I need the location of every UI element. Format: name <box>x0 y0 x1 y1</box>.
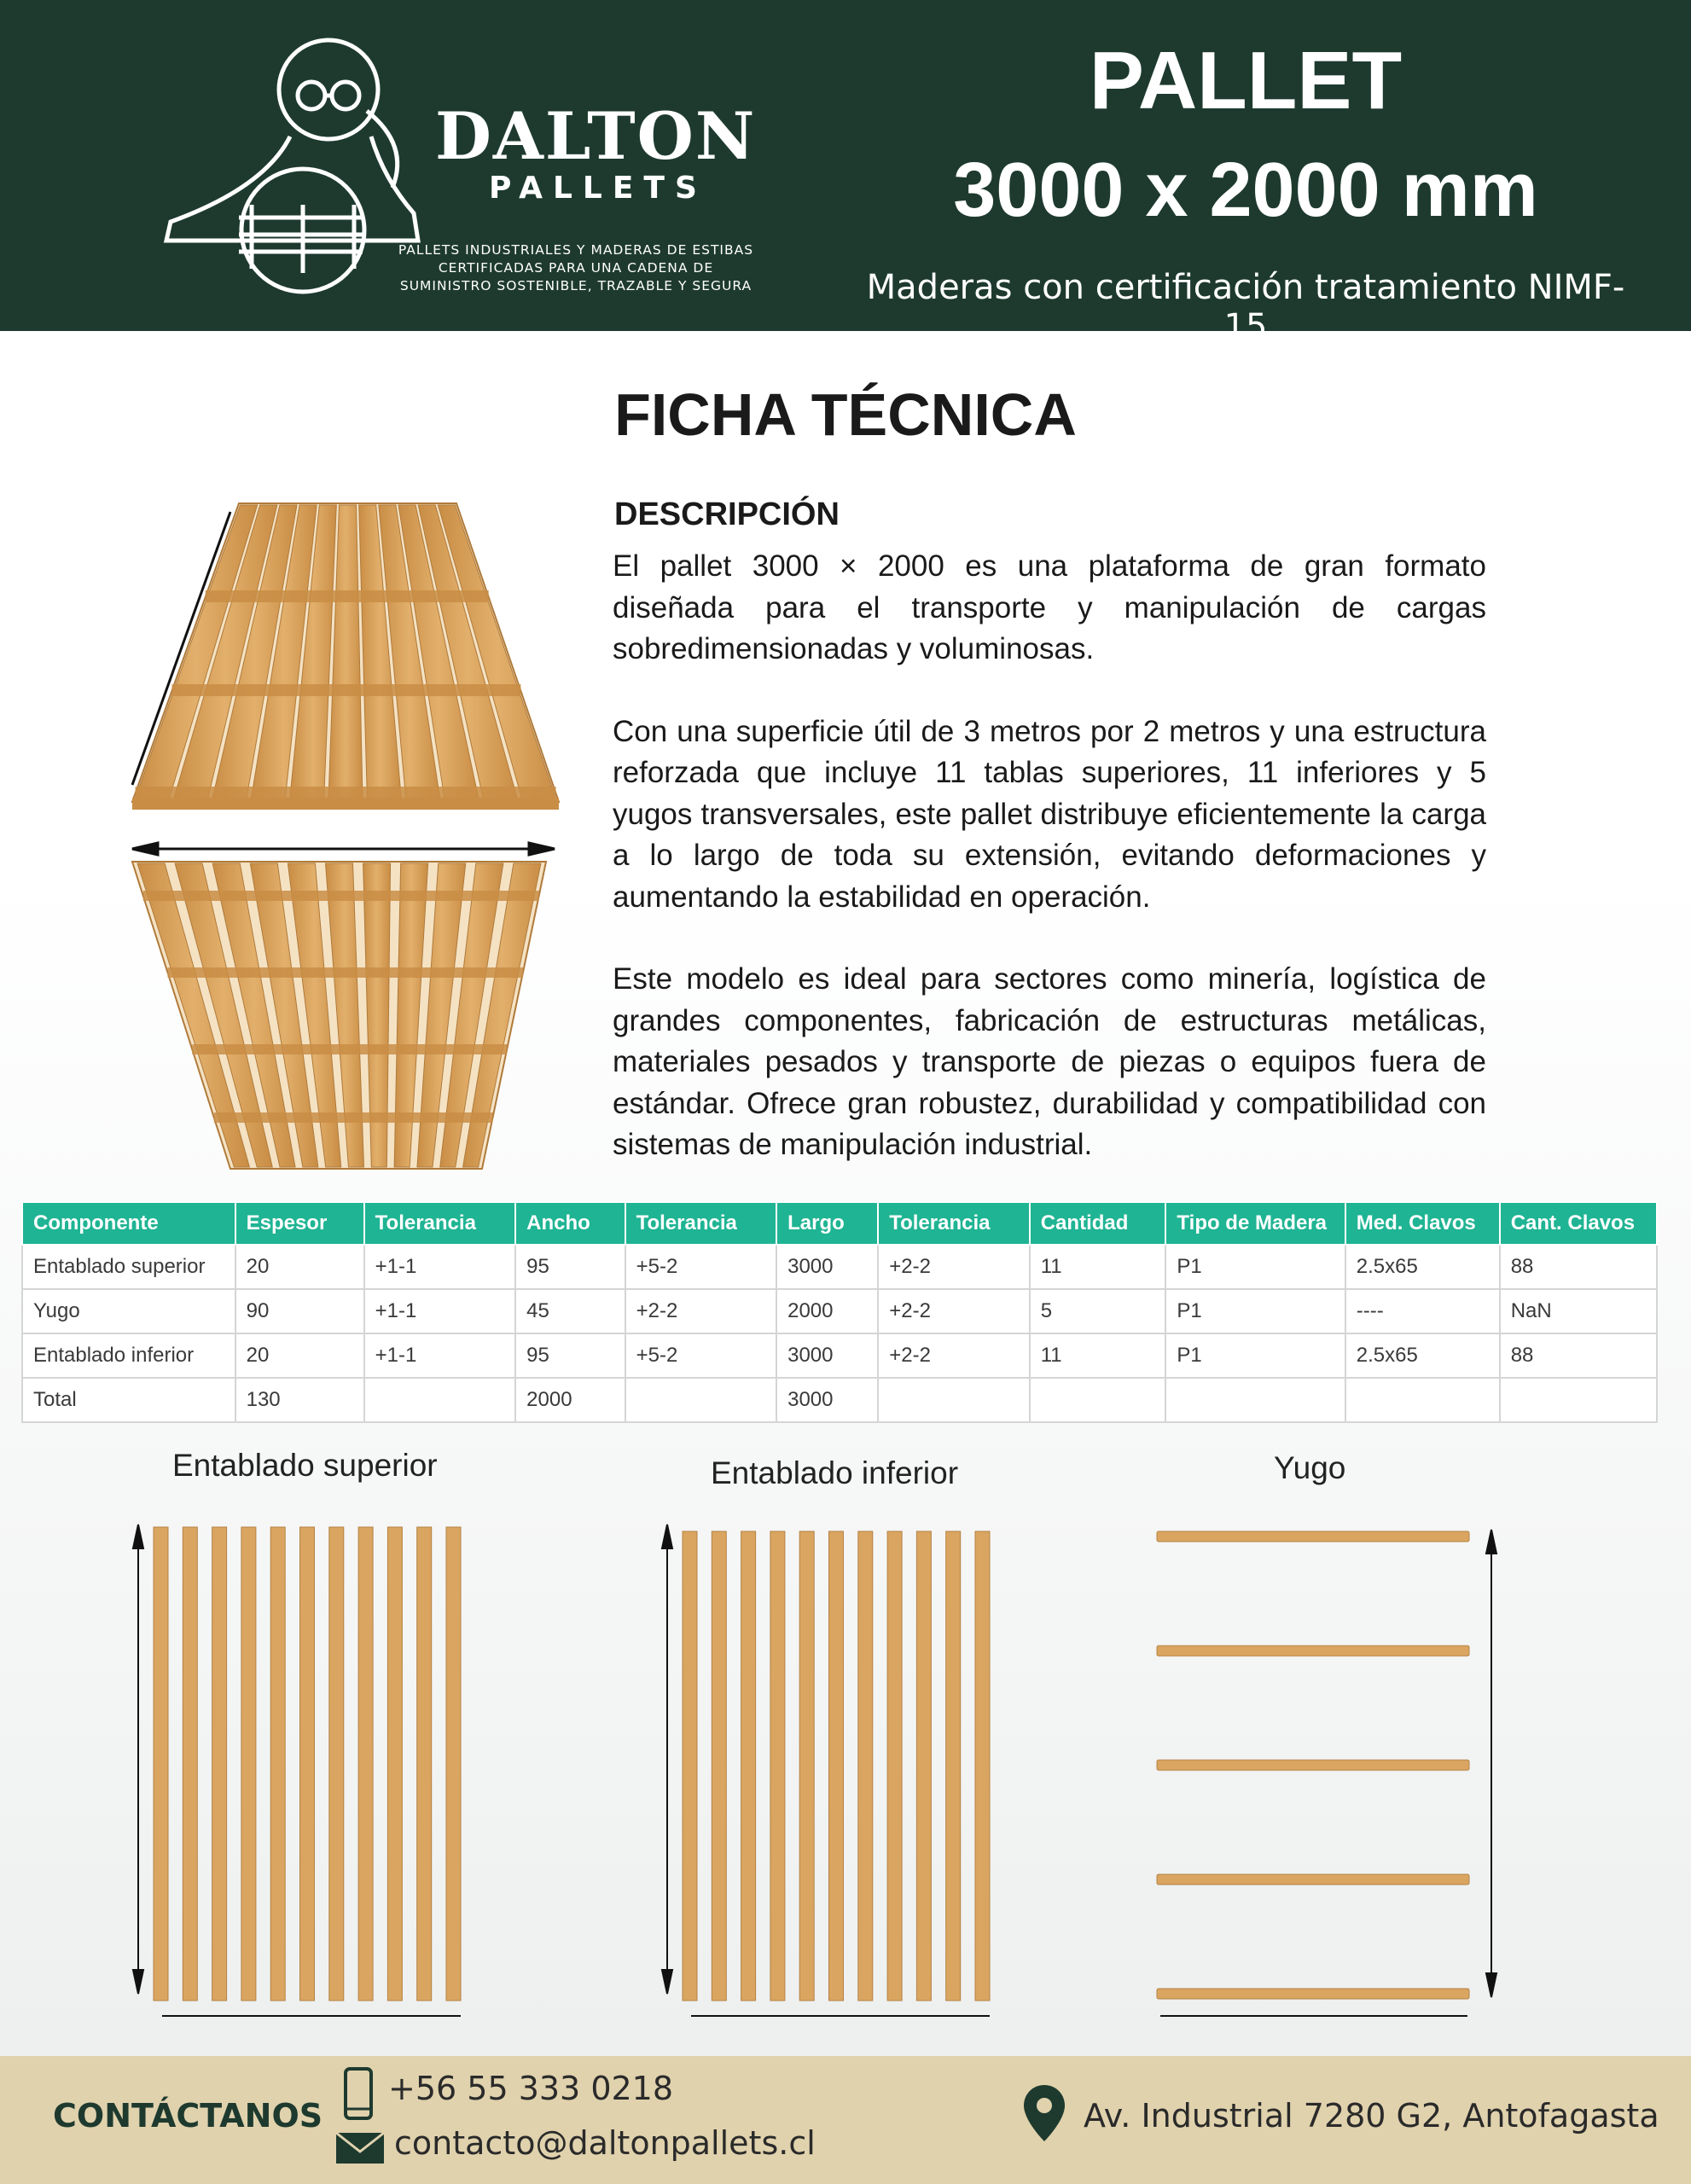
table-cell: 45 <box>515 1289 625 1333</box>
table-cell <box>1345 1378 1500 1422</box>
top-deck-board <box>154 1527 168 2001</box>
table-cell: NaN <box>1500 1289 1657 1333</box>
brand-name: DALTON <box>435 98 757 174</box>
top-deck-board <box>183 1527 197 2001</box>
description-body <box>613 546 1486 1207</box>
spec-table-header-cell: Tolerancia <box>625 1202 777 1245</box>
address-text: Av. Industrial 7280 G2, Antofagasta <box>1084 2097 1659 2135</box>
table-row <box>22 1245 1657 1289</box>
table-cell <box>1165 1378 1345 1422</box>
top-pallet-yoke <box>171 684 520 696</box>
yoke-board <box>1157 1531 1469 1542</box>
table-cell: 3000 <box>776 1245 878 1289</box>
pallet-3d-illustration <box>119 495 572 1177</box>
bottom-deck-board <box>829 1531 844 2001</box>
brand-tagline-line: PALLETS INDUSTRIALES Y MADERAS DE ESTIBAS <box>398 242 754 258</box>
bottom-deck-board <box>712 1531 726 2001</box>
table-cell: 5 <box>1030 1289 1166 1333</box>
table-row <box>22 1289 1657 1333</box>
top-deck-board <box>270 1527 285 2001</box>
spec-table-header-cell: Cant. Clavos <box>1500 1202 1657 1245</box>
description-paragraph: El pallet 3000 × 2000 es una plataforma de gran formato diseñada para el transporte y manipulación de cargas sobredimensionadas y voluminosas. <box>613 549 1486 665</box>
email-link[interactable]: contacto@daltonpallets.cl <box>394 2124 816 2162</box>
table-cell: Entablado superior <box>22 1245 235 1289</box>
spec-table-header-cell: Largo <box>776 1202 878 1245</box>
spec-table-body <box>22 1245 1657 1422</box>
table-cell: 20 <box>235 1333 364 1378</box>
product-title: PALLET <box>1089 35 1403 126</box>
spec-table-header-cell: Ancho <box>515 1202 625 1245</box>
table-row <box>22 1378 1657 1422</box>
footer <box>0 2056 1691 2184</box>
table-cell: Yugo <box>22 1289 235 1333</box>
table-cell: 11 <box>1030 1333 1166 1378</box>
brand-tagline-line: SUMINISTRO SOSTENIBLE, TRAZABLE Y SEGURA <box>399 278 753 293</box>
spec-table-header-cell: Tolerancia <box>364 1202 516 1245</box>
table-cell: 95 <box>515 1333 625 1378</box>
bottom-pallet-yoke <box>143 891 539 901</box>
phone-link[interactable]: +56 55 333 0218 <box>388 2070 674 2107</box>
table-cell: 2000 <box>515 1378 625 1422</box>
bottom-deck-board <box>799 1531 814 2001</box>
description-paragraph: Este modelo es ideal para sectores como minería, logística de grandes componentes, fabricación de estructuras metálicas, materiales pesados y transporte de piezas o equipos fuera de estándar. Ofrece gran robustez, durabilidad y compatibilidad con sistemas de manipulación industrial. <box>613 962 1486 1161</box>
top-pallet-yoke <box>136 787 556 799</box>
top-deck-board <box>358 1527 373 2001</box>
table-cell: 20 <box>235 1245 364 1289</box>
table-cell <box>625 1378 777 1422</box>
product-dimensions: 3000 x 2000 mm <box>953 148 1538 233</box>
top-deck-board <box>387 1527 402 2001</box>
bottom-deck-board <box>858 1531 873 2001</box>
email-icon <box>334 2131 386 2165</box>
top-deck-board <box>329 1527 344 2001</box>
table-cell: +5-2 <box>625 1245 777 1289</box>
bottom-deck-board <box>946 1531 961 2001</box>
top-deck-board <box>446 1527 461 2001</box>
table-cell <box>364 1378 516 1422</box>
yoke-board <box>1157 1646 1469 1656</box>
table-cell: ---- <box>1345 1289 1500 1333</box>
bottom-deck-board <box>975 1531 990 2001</box>
top-deck-board <box>212 1527 227 2001</box>
bottom-deck-board <box>916 1531 931 2001</box>
table-cell: +2-2 <box>625 1289 777 1333</box>
brand-subtitle: PALLETS <box>489 171 707 206</box>
table-cell: 3000 <box>776 1333 878 1378</box>
table-cell: +1-1 <box>364 1245 516 1289</box>
spec-table-header-cell: Cantidad <box>1030 1202 1166 1245</box>
spec-table-header-cell: Espesor <box>235 1202 364 1245</box>
spec-table-header-cell: Componente <box>22 1202 235 1245</box>
spec-table-header-row <box>22 1202 1657 1245</box>
description-title: DESCRIPCIÓN <box>614 497 840 532</box>
bottom-deck-board <box>683 1531 697 2001</box>
table-cell: 2000 <box>776 1289 878 1333</box>
table-cell: P1 <box>1165 1245 1345 1289</box>
yoke-plan <box>1143 1514 1519 2026</box>
bottom-deck-board <box>887 1531 902 2001</box>
table-cell: +2-2 <box>878 1333 1030 1378</box>
top-deck-label: Entablado superior <box>172 1448 438 1483</box>
yoke-label: Yugo <box>1274 1450 1346 1485</box>
top-pallet-yoke <box>206 590 489 602</box>
table-cell <box>878 1378 1030 1422</box>
header <box>0 0 1691 346</box>
table-cell: +2-2 <box>878 1289 1030 1333</box>
table-cell: Entablado inferior <box>22 1333 235 1378</box>
top-deck-board <box>241 1527 256 2001</box>
table-cell: 88 <box>1500 1333 1657 1378</box>
bottom-deck-label: Entablado inferior <box>711 1455 959 1490</box>
phone-icon <box>343 2066 374 2121</box>
table-cell: +5-2 <box>625 1333 777 1378</box>
table-cell <box>1030 1378 1166 1422</box>
table-row <box>22 1333 1657 1378</box>
yoke-board <box>1157 1989 1469 1999</box>
spec-table-header-cell: Med. Clavos <box>1345 1202 1500 1245</box>
top-deck-plan <box>128 1514 486 2026</box>
bottom-deck-plan <box>657 1514 1015 2026</box>
brand-tagline-line: CERTIFICADAS PARA UNA CADENA DE <box>438 260 714 276</box>
yoke-board <box>1157 1760 1469 1770</box>
page-title: FICHA TÉCNICA <box>614 381 1077 448</box>
description-paragraph: Con una superficie útil de 3 metros por 2 metros y una estructura reforzada que incluye 11 tablas superiores, 11 inferiores y 5 yugos transversales, este pallet distribuye eficientemente la carga a lo largo de toda su extensión, evitando deformaciones y aumentando la estabilidad en operación. <box>613 714 1486 914</box>
certification-text: Maderas con certificación tratamiento NIMF-15 <box>866 268 1625 346</box>
table-cell: 90 <box>235 1289 364 1333</box>
table-cell: Total <box>22 1378 235 1422</box>
table-cell: P1 <box>1165 1333 1345 1378</box>
bottom-pallet-yoke <box>168 967 523 978</box>
table-cell: 130 <box>235 1378 364 1422</box>
top-deck-board <box>300 1527 315 2001</box>
bottom-pallet-yoke <box>192 1044 507 1054</box>
table-cell: 95 <box>515 1245 625 1289</box>
table-cell: 88 <box>1500 1245 1657 1289</box>
spec-table <box>21 1201 1658 1423</box>
location-pin-icon <box>1022 2083 1066 2143</box>
top-deck-board <box>417 1527 432 2001</box>
bottom-deck-board <box>741 1531 756 2001</box>
table-cell: 3000 <box>776 1378 878 1422</box>
brand-tagline <box>392 241 759 295</box>
spec-table-header-cell: Tolerancia <box>878 1202 1030 1245</box>
yoke-board <box>1157 1874 1469 1885</box>
table-cell: 2.5x65 <box>1345 1245 1500 1289</box>
bottom-pallet-yoke <box>214 1112 493 1123</box>
table-cell: P1 <box>1165 1289 1345 1333</box>
bottom-deck-board <box>770 1531 785 2001</box>
table-cell: 2.5x65 <box>1345 1333 1500 1378</box>
spec-table-header-cell: Tipo de Madera <box>1165 1202 1345 1245</box>
table-cell: 11 <box>1030 1245 1166 1289</box>
table-cell <box>1500 1378 1657 1422</box>
table-cell: +1-1 <box>364 1333 516 1378</box>
table-cell: +1-1 <box>364 1289 516 1333</box>
table-cell: +2-2 <box>878 1245 1030 1289</box>
contact-label: CONTÁCTANOS <box>53 2097 323 2135</box>
